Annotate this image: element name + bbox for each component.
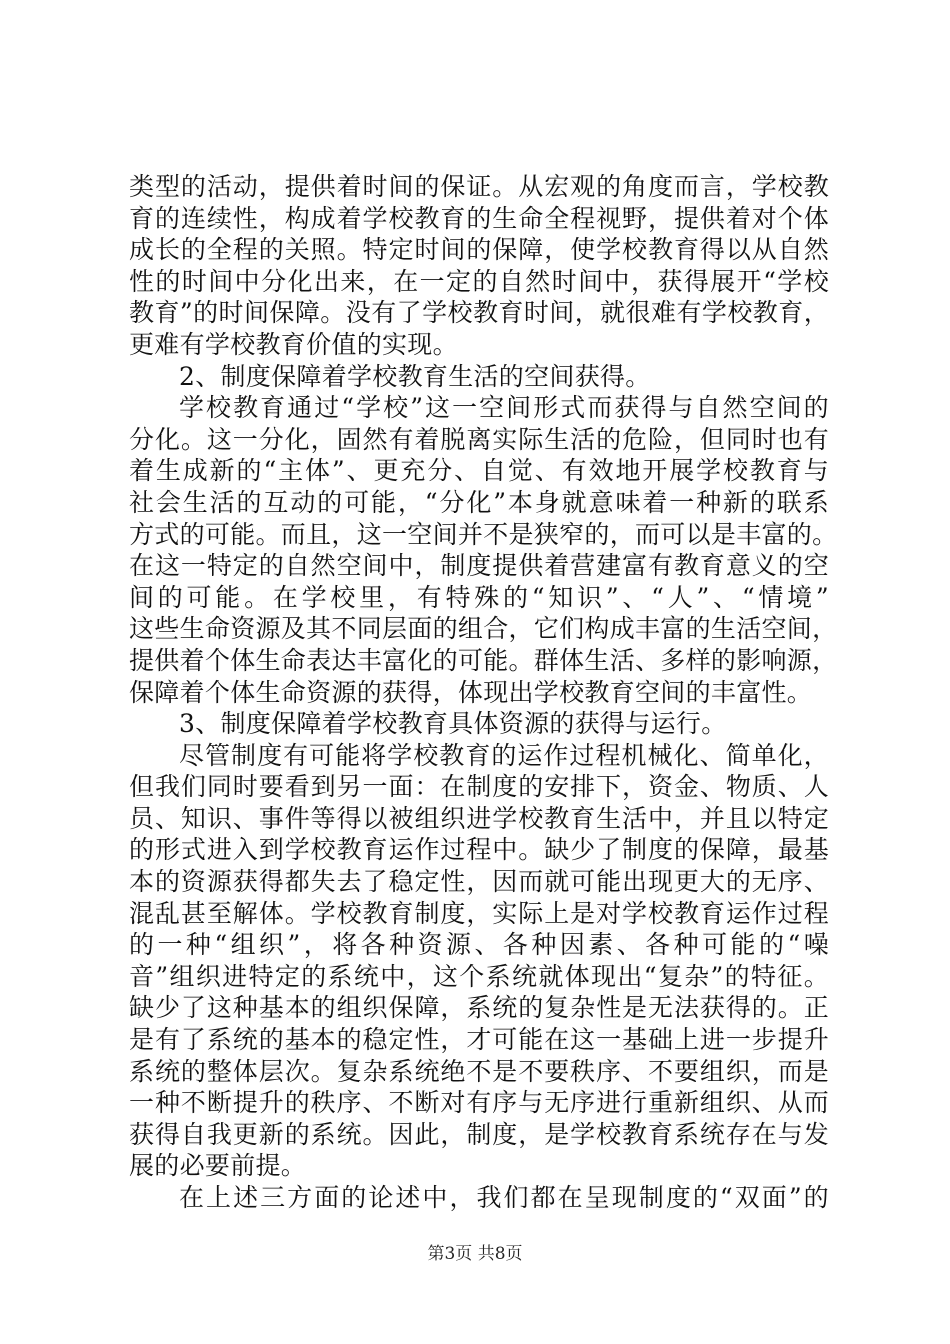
text-line: 员、知识、事件等得以被组织进学校教育生活中，并且以特定 (129, 803, 829, 833)
text-line: 系统的整体层次。复杂系统绝不是不要秩序、不要组织，而是 (129, 1056, 829, 1086)
text-line: 这些生命资源及其不同层面的组合，它们构成丰富的生活空间， (129, 614, 838, 644)
text-line: 在上述三方面的论述中，我们都在呈现制度的“双面”的 (179, 1183, 829, 1212)
text-line: 性的时间中分化出来，在一定的自然时间中，获得展开“学校 (129, 266, 829, 296)
text-line: 间的可能。在学校里，有特殊的“知识”、“人”、“情境” (129, 582, 829, 612)
text-line: 是有了系统的基本的稳定性，才可能在这一基础上进一步提升 (129, 1025, 829, 1055)
text-line: 展的必要前提。 (129, 1151, 307, 1181)
text-line: 的一种“组织”，将各种资源、各种因素、各种可能的“噪 (129, 930, 829, 960)
section-heading: 3、制度保障着学校教育具体资源的获得与运行。 (179, 709, 727, 739)
text-line: 类型的活动，提供着时间的保证。从宏观的角度而言，学校教 (129, 172, 829, 201)
page-number-footer: 第3页 共8页 (427, 1244, 523, 1264)
text-line: 学校教育通过“学校”这一空间形式而获得与自然空间的 (179, 393, 829, 423)
text-line: 保障着个体生命资源的获得，体现出学校教育空间的丰富性。 (129, 677, 813, 707)
text-line: 缺少了这种基本的组织保障，系统的复杂性是无法获得的。正 (129, 993, 829, 1023)
text-line: 混乱甚至解体。学校教育制度，实际上是对学校教育运作过程 (129, 898, 829, 928)
text-line: 提供着个体生命表达丰富化的可能。群体生活、多样的影响源， (129, 645, 838, 675)
text-line: 本的资源获得都失去了稳定性，因而就可能出现更大的无序、 (129, 867, 829, 897)
text-line: 尽管制度有可能将学校教育的运作过程机械化、简单化， (179, 740, 829, 770)
section-heading: 2、制度保障着学校教育生活的空间获得。 (179, 361, 651, 391)
text-line: 教育”的时间保障。没有了学校教育时间，就很难有学校教育， (129, 298, 829, 328)
body-text (129, 171, 838, 1214)
text-line: 音”组织进特定的系统中，这个系统就体现出“复杂”的特征。 (129, 961, 829, 991)
text-line: 着生成新的“主体”、更充分、自觉、有效地开展学校教育与 (129, 456, 829, 486)
text-line: 社会生活的互动的可能，“分化”本身就意味着一种新的联系 (129, 487, 829, 517)
text-line: 育的连续性，构成着学校教育的生命全程视野，提供着对个体 (129, 203, 829, 233)
text-line: 分化。这一分化，固然有着脱离实际生活的危险，但同时也有 (129, 424, 829, 454)
text-line: 方式的可能。而且，这一空间并不是狭窄的，而可以是丰富的。 (129, 519, 838, 549)
text-line: 但我们同时要看到另一面：在制度的安排下，资金、物质、人 (129, 772, 829, 802)
text-line: 在这一特定的自然空间中，制度提供着营建富有教育意义的空 (129, 551, 829, 581)
text-line: 获得自我更新的系统。因此，制度，是学校教育系统存在与发 (129, 1119, 829, 1149)
text-line: 一种不断提升的秩序、不断对有序与无序进行重新组织、从而 (129, 1088, 829, 1118)
text-line: 成长的全程的关照。特定时间的保障，使学校教育得以从自然 (129, 235, 829, 265)
text-line: 更难有学校教育价值的实现。 (129, 329, 458, 359)
text-line: 的形式进入到学校教育运作过程中。缺少了制度的保障，最基 (129, 835, 829, 865)
